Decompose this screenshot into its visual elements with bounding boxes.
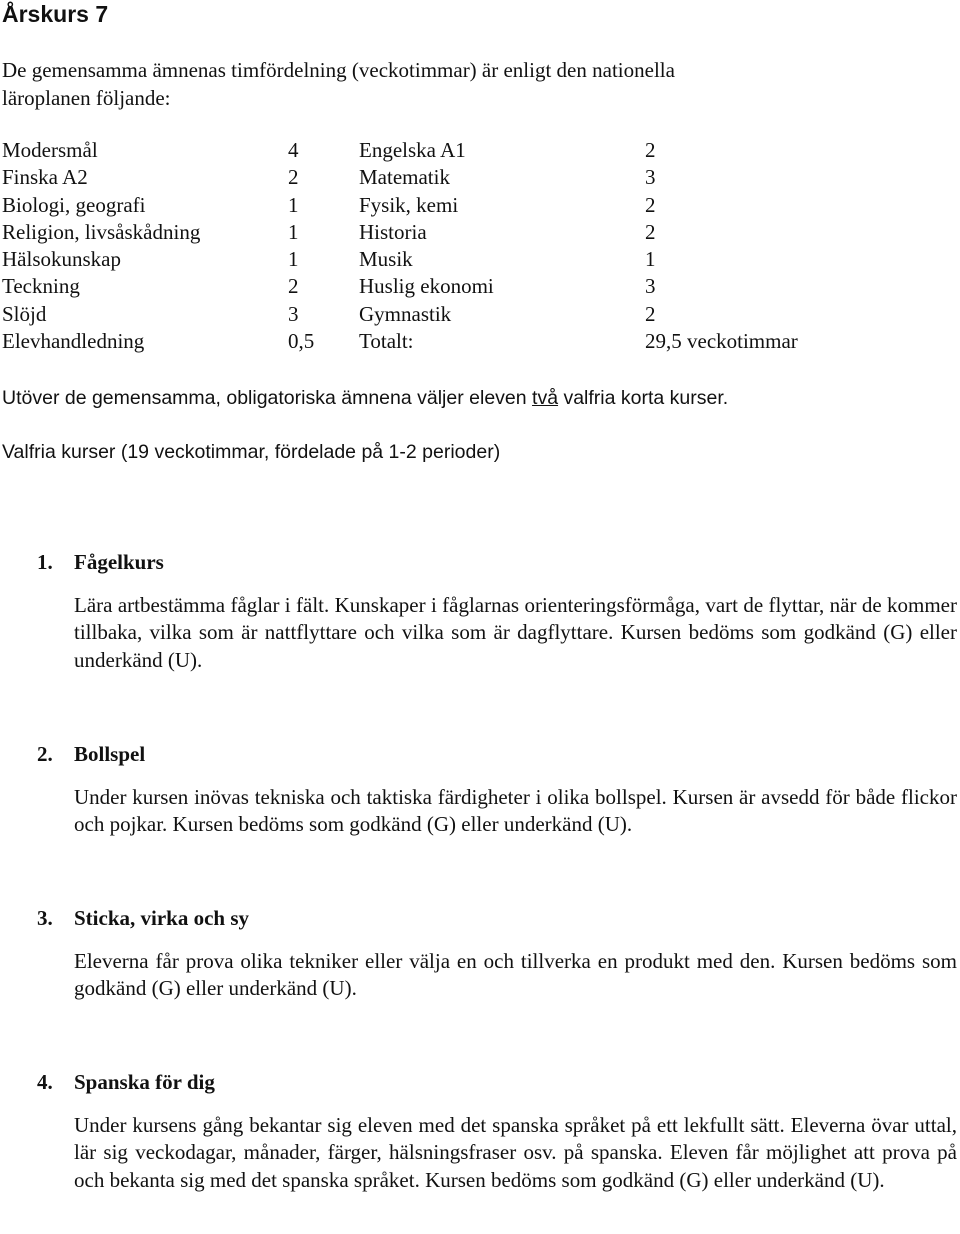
subject-hours: 2 (288, 274, 299, 299)
subject-name: Hälsokunskap (2, 247, 121, 272)
subject-name: Huslig ekonomi (359, 274, 494, 299)
course-heading (37, 904, 249, 932)
page-title: Årskurs 7 (2, 1, 109, 27)
subject-hours: 1 (288, 219, 299, 244)
elective-note-emphasis: två (532, 387, 559, 409)
course-heading (37, 740, 145, 768)
course-name: Sticka, virka och sy (74, 906, 250, 930)
subject-name: Modersmål (2, 138, 98, 162)
course-description: Eleverna får prova olika tekniker eller välja en och tillverka en produkt med den. Kursen bedöms som godkänd (G) eller underkänd (U). (74, 949, 957, 1001)
total-hours: 29,5 veckotimmar (645, 329, 798, 354)
subject-hours: 2 (645, 192, 656, 217)
subject-hours: 4 (288, 138, 299, 162)
subject-hours: 0,5 (288, 329, 315, 354)
course-description: Under kursen inövas tekniska och taktiska färdigheter i olika bollspel. Kursen är avsedd för både flickor och pojkar. Kursen bedöms som godkänd (G) eller underkänd (U). (74, 785, 957, 837)
subject-name: Historia (359, 219, 427, 244)
course-description: Under kursens gång bekantar sig eleven med det spanska språket på ett lekfullt sätt. Eleverna övar uttal, lär sig veckodagar, månader, färger, hälsningsfraser osv. på spanska. Eleven får möjlighet att prova på och bekanta sig med det spanska språket. Kursen bedöms som godkänd (G) eller underkänd (U). (74, 1113, 957, 1192)
subject-name: Elevhandledning (2, 329, 145, 354)
subject-hours: 1 (288, 247, 299, 272)
subject-name: Biologi, geografi (2, 192, 146, 217)
course-description: Lära artbestämma fåglar i fält. Kunskaper i fåglarnas orienteringsförmåga, vart de flyttar, när de kommer tillbaka, vilka som är nattflyttare och vilka som är dagflyttare. Kursen bedöms som godkänd (G) eller underkänd (U). (74, 593, 957, 672)
subject-hours: 2 (288, 165, 299, 190)
subject-hours: 3 (645, 165, 656, 190)
subject-hours: 2 (645, 138, 656, 162)
course-name: Bollspel (74, 742, 146, 766)
elective-summary: Valfria kurser (19 veckotimmar, fördelade på 1-2 perioder) (2, 441, 501, 463)
subject-name: Musik (359, 247, 413, 272)
subject-hours: 3 (288, 301, 299, 326)
elective-note-text-end: valfria korta kurser. (558, 387, 729, 409)
subject-hours: 2 (645, 301, 656, 326)
subject-name: Gymnastik (359, 301, 452, 326)
subject-hours: 3 (645, 274, 656, 299)
elective-note-text: Utöver de gemensamma, obligatoriska ämnena väljer eleven (2, 387, 533, 409)
subject-name: Teckning (2, 274, 80, 299)
subject-name: Matematik (359, 165, 450, 190)
intro-paragraph: De gemensamma ämnenas timfördelning (veckotimmar) är enligt den nationella läroplanen följande: (2, 58, 675, 110)
subject-name: Engelska A1 (359, 138, 466, 162)
course-name: Spanska för dig (74, 1070, 215, 1094)
subject-name: Fysik, kemi (359, 192, 459, 217)
subject-name: Slöjd (2, 301, 47, 326)
total-label: Totalt: (359, 329, 414, 354)
subject-hours: 1 (288, 192, 299, 217)
course-heading (37, 1068, 215, 1096)
course-name: Fågelkurs (74, 550, 164, 574)
subject-hours: 2 (645, 219, 656, 244)
course-number: 3. (37, 906, 53, 930)
subject-hours: 1 (645, 247, 656, 272)
elective-note (2, 384, 922, 412)
course-number: 1. (37, 550, 53, 574)
subject-name: Religion, livsåskådning (2, 219, 201, 244)
course-number: 2. (37, 742, 53, 766)
course-heading (37, 548, 164, 576)
subject-name: Finska A2 (2, 165, 88, 190)
course-number: 4. (37, 1070, 53, 1094)
